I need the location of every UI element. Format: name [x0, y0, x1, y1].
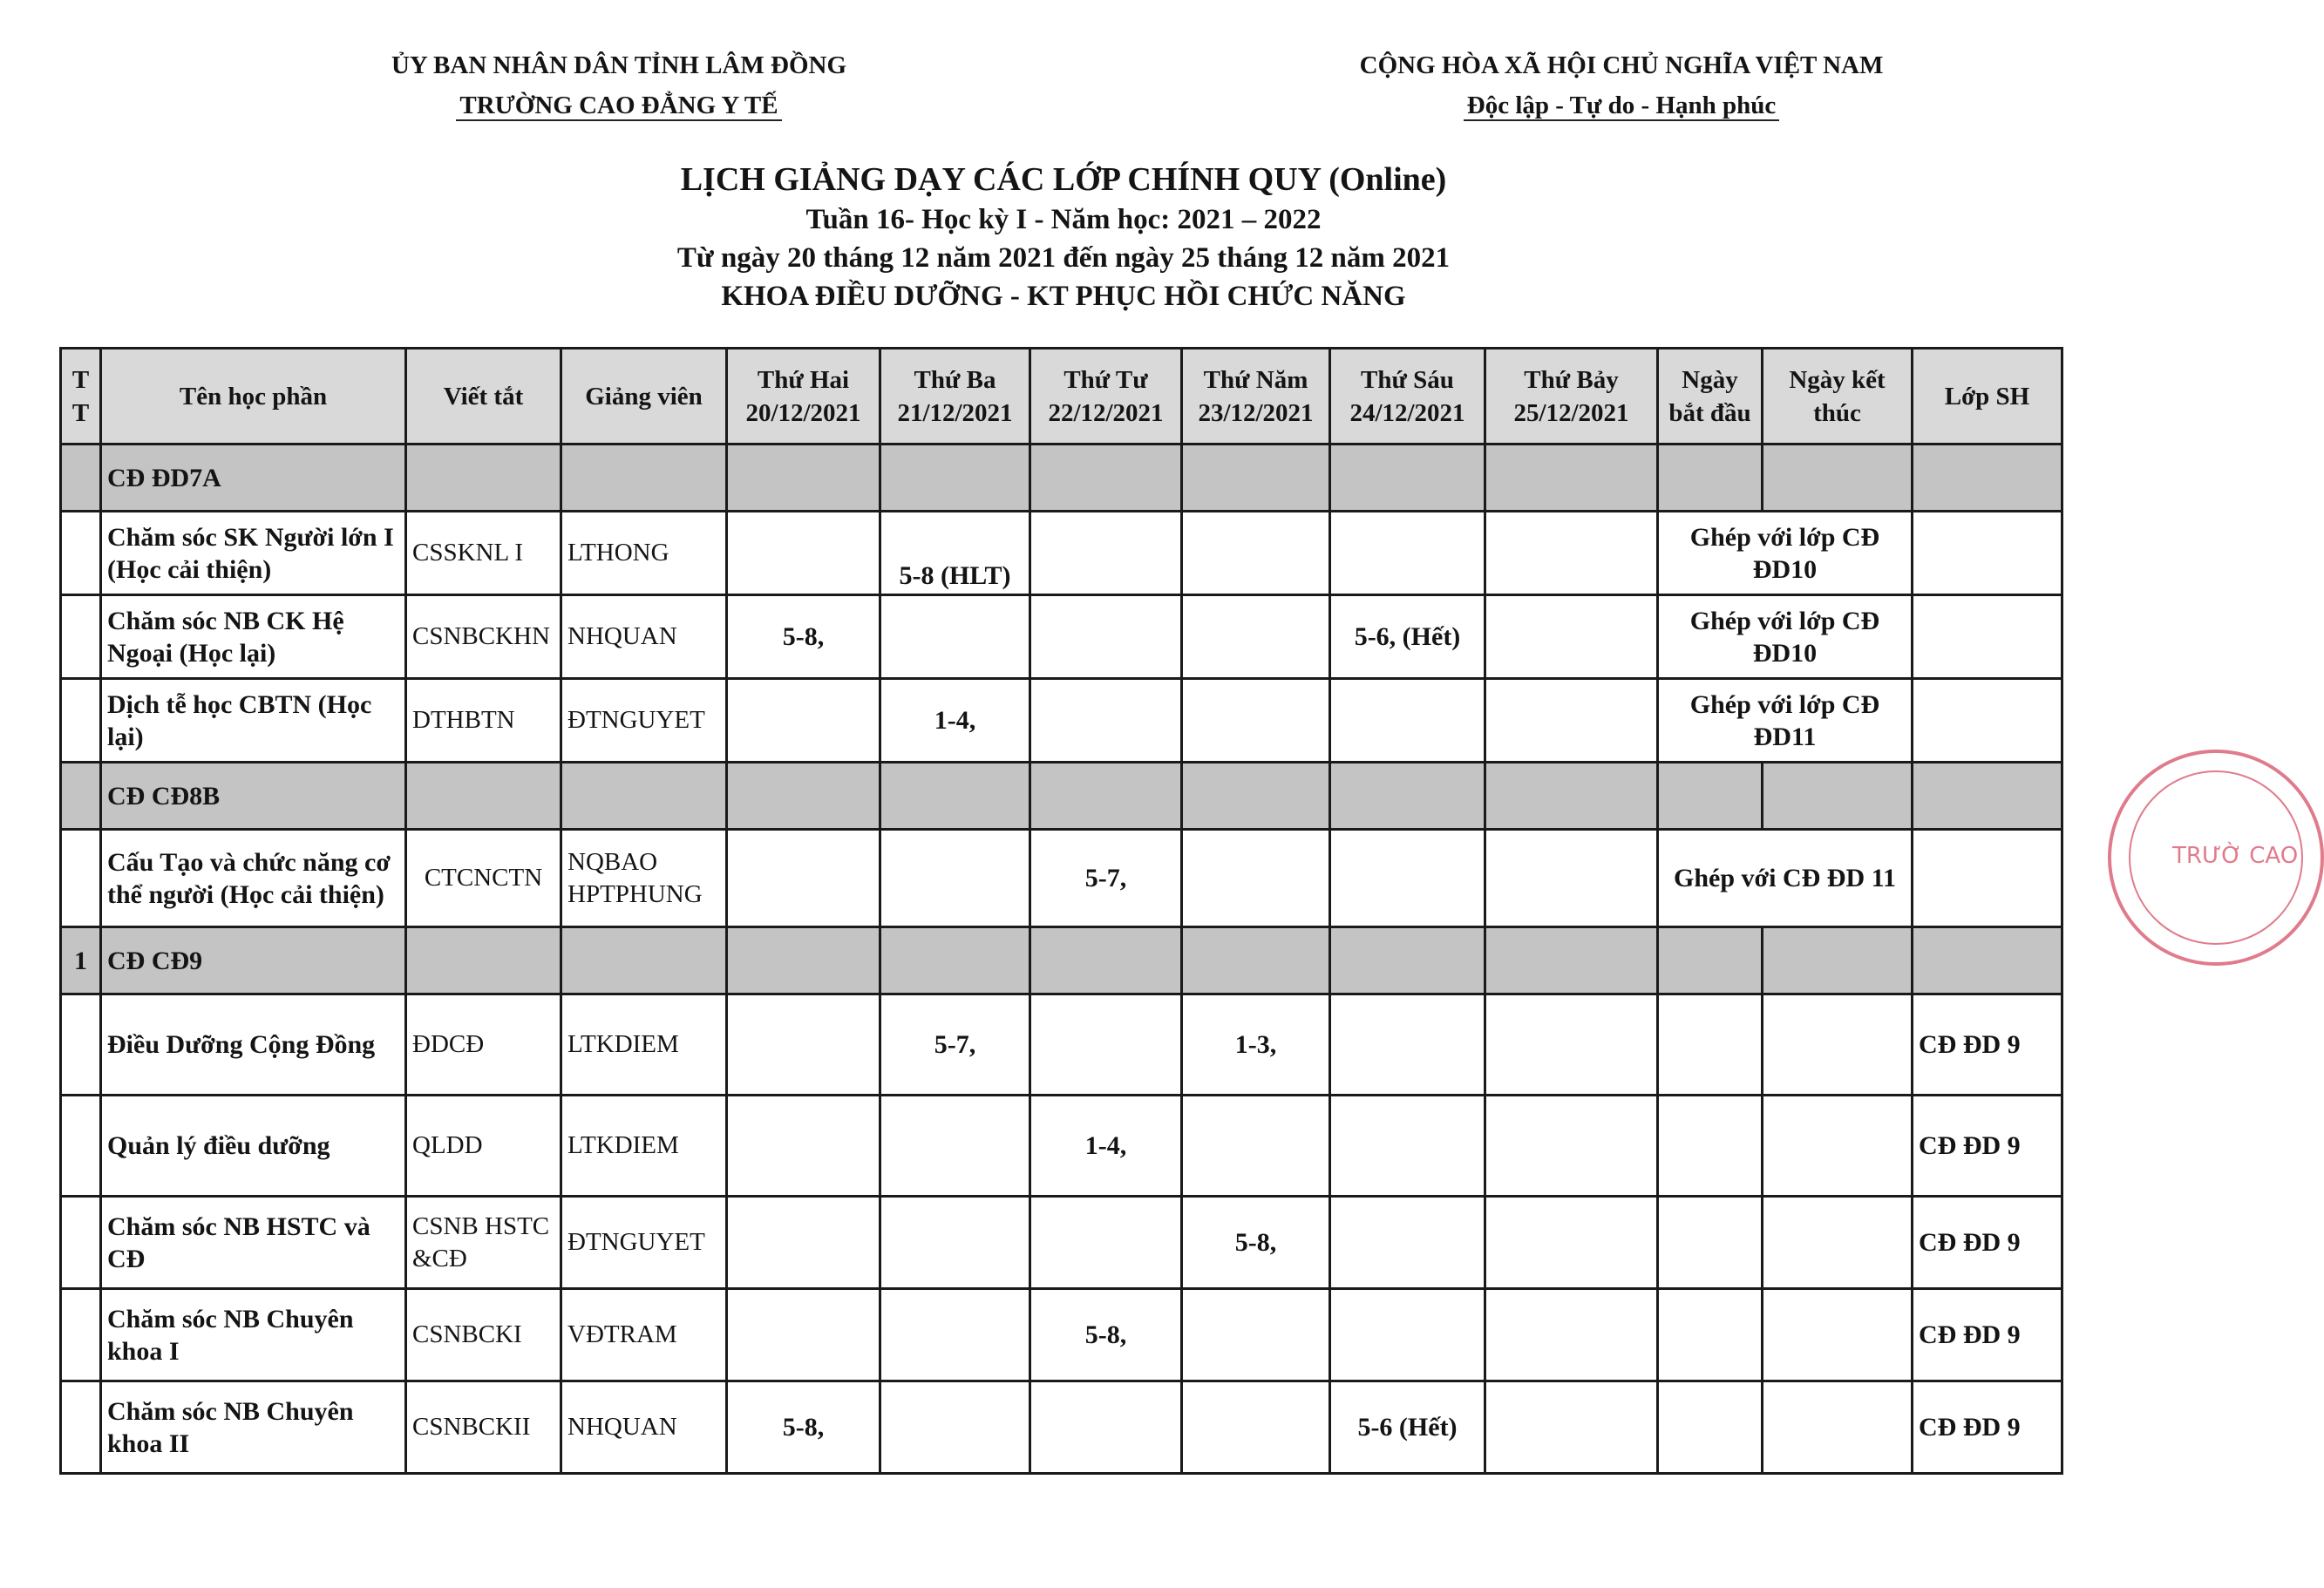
saturday-cell	[1485, 830, 1658, 927]
friday-cell	[1330, 830, 1485, 927]
thursday-cell	[1182, 1096, 1330, 1197]
col-lecturer: Giảng viên	[561, 349, 727, 445]
table-row	[61, 1381, 2062, 1474]
end-cell	[1763, 1197, 1913, 1289]
date-label: 24/12/2021	[1349, 398, 1465, 427]
tuesday-cell	[880, 1096, 1030, 1197]
group-tt	[61, 445, 101, 512]
monday-cell	[727, 830, 880, 927]
day-label: Thứ Năm	[1203, 365, 1308, 394]
thursday-cell	[1182, 512, 1330, 595]
lecturer-cell: NHQUAN	[561, 595, 727, 679]
monday-cell	[727, 679, 880, 763]
friday-cell: 5-6, (Hết)	[1330, 595, 1485, 679]
friday-cell	[1330, 1096, 1485, 1197]
abbr-cell: CSSKNL I	[406, 512, 561, 595]
wednesday-cell: 1-4,	[1030, 1096, 1182, 1197]
col-subject: Tên học phần	[101, 349, 406, 445]
col-tuesday	[880, 349, 1030, 445]
col-start-date: Ngày bắt đầu	[1658, 349, 1763, 445]
lecturer-cell: NQBAO HPTPHUNG	[561, 830, 727, 927]
lecturer-cell: ĐTNGUYET	[561, 1197, 727, 1289]
subject-cell: Chăm sóc NB Chuyên khoa II	[101, 1381, 406, 1474]
tuesday-cell	[880, 595, 1030, 679]
day-label: Thứ Bảy	[1524, 365, 1619, 394]
thursday-cell	[1182, 595, 1330, 679]
issuer-block	[331, 45, 907, 126]
wednesday-cell: 5-8,	[1030, 1289, 1182, 1381]
class-cell	[1913, 830, 2062, 927]
lecturer-cell: LTKDIEM	[561, 1096, 727, 1197]
group-row	[61, 927, 2062, 994]
end-cell	[1763, 994, 1913, 1096]
col-class: Lớp SH	[1913, 349, 2062, 445]
wednesday-cell	[1030, 1197, 1182, 1289]
schedule-table	[59, 347, 2063, 1475]
col-friday	[1330, 349, 1485, 445]
saturday-cell	[1485, 679, 1658, 763]
col-end-date: Ngày kết thúc	[1763, 349, 1913, 445]
group-row	[61, 763, 2062, 830]
friday-cell	[1330, 512, 1485, 595]
national-motto-block	[1308, 45, 1935, 126]
note-cell: Ghép với lớp CĐ ĐD10	[1658, 512, 1913, 595]
monday-cell	[727, 994, 880, 1096]
seal-text: TRƯỜ CAO	[2172, 843, 2299, 869]
thursday-cell	[1182, 1289, 1330, 1381]
abbr-cell: ĐDCĐ	[406, 994, 561, 1096]
wednesday-cell	[1030, 1381, 1182, 1474]
header-row	[61, 349, 2062, 445]
abbr-cell: CSNBCKII	[406, 1381, 561, 1474]
group-name: CĐ CĐ8B	[101, 763, 406, 830]
tuesday-cell: 5-8 (HLT)	[880, 512, 1030, 595]
table-row	[61, 1096, 2062, 1197]
abbr-cell: CSNBCKHN	[406, 595, 561, 679]
group-row	[61, 445, 2062, 512]
table-row	[61, 512, 2062, 595]
week-line: Tuần 16- Học kỳ I - Năm học: 2021 – 2022	[805, 204, 1322, 235]
start-cell	[1658, 1197, 1763, 1289]
subject-cell: Chăm sóc NB HSTC và CĐ	[101, 1197, 406, 1289]
issuer-line-2: TRƯỜNG CAO ĐẲNG Y TẾ	[456, 92, 781, 121]
friday-cell	[1330, 1289, 1485, 1381]
abbr-cell: QLDD	[406, 1096, 561, 1197]
day-label: Thứ Hai	[757, 365, 850, 394]
note-cell: Ghép với lớp CĐ ĐD10	[1658, 595, 1913, 679]
abbr-cell: CSNB HSTC &CĐ	[406, 1197, 561, 1289]
tuesday-cell	[880, 830, 1030, 927]
friday-cell	[1330, 994, 1485, 1096]
saturday-cell	[1485, 595, 1658, 679]
monday-cell: 5-8,	[727, 595, 880, 679]
thursday-cell: 5-8,	[1182, 1197, 1330, 1289]
subject-cell: Chăm sóc NB CK Hệ Ngoại (Học lại)	[101, 595, 406, 679]
tuesday-cell: 1-4,	[880, 679, 1030, 763]
end-cell	[1763, 1096, 1913, 1197]
lecturer-cell: LTKDIEM	[561, 994, 727, 1096]
table-row	[61, 595, 2062, 679]
col-wednesday	[1030, 349, 1182, 445]
subject-cell: Quản lý điều dưỡng	[101, 1096, 406, 1197]
class-cell	[1913, 512, 2062, 595]
saturday-cell	[1485, 1289, 1658, 1381]
table-row	[61, 1289, 2062, 1381]
lecturer-cell: ĐTNGUYET	[561, 679, 727, 763]
thursday-cell	[1182, 679, 1330, 763]
table-row	[61, 679, 2062, 763]
abbr-cell: CSNBCKI	[406, 1289, 561, 1381]
group-tt: 1	[61, 927, 101, 994]
date-label: 22/12/2021	[1048, 398, 1164, 427]
end-cell	[1763, 1381, 1913, 1474]
thursday-cell	[1182, 830, 1330, 927]
class-cell: CĐ ĐD 9	[1913, 1096, 2062, 1197]
class-cell: CĐ ĐD 9	[1913, 1381, 2062, 1474]
start-cell	[1658, 1289, 1763, 1381]
col-abbr: Viết tắt	[406, 349, 561, 445]
wednesday-cell	[1030, 512, 1182, 595]
tuesday-cell	[880, 1381, 1030, 1474]
note-cell: Ghép với lớp CĐ ĐD11	[1658, 679, 1913, 763]
lecturer-cell: VĐTRAM	[561, 1289, 727, 1381]
start-cell	[1658, 1096, 1763, 1197]
saturday-cell	[1485, 512, 1658, 595]
start-cell	[1658, 1381, 1763, 1474]
tuesday-cell	[880, 1197, 1030, 1289]
class-cell	[1913, 679, 2062, 763]
lecturer-cell: NHQUAN	[561, 1381, 727, 1474]
group-tt	[61, 763, 101, 830]
tuesday-cell	[880, 1289, 1030, 1381]
group-name: CĐ ĐD7A	[101, 445, 406, 512]
subject-cell: Điều Dưỡng Cộng Đồng	[101, 994, 406, 1096]
monday-cell: 5-8,	[727, 1381, 880, 1474]
motto-line-1: CỘNG HÒA XÃ HỘI CHỦ NGHĨA VIỆT NAM	[1359, 51, 1884, 79]
subject-cell: Dịch tễ học CBTN (Học lại)	[101, 679, 406, 763]
date-label: 25/12/2021	[1513, 398, 1629, 427]
subject-cell: Chăm sóc SK Người lớn I (Học cải thiện)	[101, 512, 406, 595]
subject-cell: Cấu Tạo và chức năng cơ thể người (Học cải thiện)	[101, 830, 406, 927]
group-name: CĐ CĐ9	[101, 927, 406, 994]
date-label: 20/12/2021	[745, 398, 861, 427]
wednesday-cell: 5-7,	[1030, 830, 1182, 927]
col-saturday	[1485, 349, 1658, 445]
saturday-cell	[1485, 1197, 1658, 1289]
thursday-cell: 1-3,	[1182, 994, 1330, 1096]
saturday-cell	[1485, 1381, 1658, 1474]
class-cell	[1913, 595, 2062, 679]
wednesday-cell	[1030, 994, 1182, 1096]
col-thursday	[1182, 349, 1330, 445]
class-cell: CĐ ĐD 9	[1913, 994, 2062, 1096]
monday-cell	[727, 512, 880, 595]
day-label: Thứ Ba	[914, 365, 996, 394]
monday-cell	[727, 1197, 880, 1289]
col-tt: T T	[61, 349, 101, 445]
thursday-cell	[1182, 1381, 1330, 1474]
table-row	[61, 1197, 2062, 1289]
official-seal-stamp	[2108, 750, 2324, 966]
issuer-line-1: ỦY BAN NHÂN DÂN TỈNH LÂM ĐỒNG	[391, 51, 846, 79]
day-label: Thứ Sáu	[1361, 365, 1454, 394]
table-row	[61, 994, 2062, 1096]
monday-cell	[727, 1289, 880, 1381]
abbr-cell: CTCNCTN	[406, 830, 561, 927]
wednesday-cell	[1030, 679, 1182, 763]
col-monday	[727, 349, 880, 445]
lecturer-cell: LTHONG	[561, 512, 727, 595]
friday-cell	[1330, 679, 1485, 763]
document-title: LỊCH GIẢNG DẠY CÁC LỚP CHÍNH QUY (Online)	[680, 161, 1447, 198]
document-title-block	[453, 159, 1674, 316]
class-cell: CĐ ĐD 9	[1913, 1289, 2062, 1381]
tuesday-cell: 5-7,	[880, 994, 1030, 1096]
saturday-cell	[1485, 1096, 1658, 1197]
date-label: 21/12/2021	[897, 398, 1013, 427]
note-cell: Ghép với CĐ ĐD 11	[1658, 830, 1913, 927]
faculty-line: KHOA ĐIỀU DƯỠNG - KT PHỤC HỒI CHỨC NĂNG	[721, 281, 1406, 312]
date-range-line: Từ ngày 20 tháng 12 năm 2021 đến ngày 25 tháng 12 năm 2021	[676, 242, 1451, 274]
abbr-cell: DTHBTN	[406, 679, 561, 763]
table-row	[61, 830, 2062, 927]
end-cell	[1763, 1289, 1913, 1381]
motto-line-2: Độc lập - Tự do - Hạnh phúc	[1464, 92, 1780, 121]
subject-cell: Chăm sóc NB Chuyên khoa I	[101, 1289, 406, 1381]
saturday-cell	[1485, 994, 1658, 1096]
friday-cell	[1330, 1197, 1485, 1289]
monday-cell	[727, 1096, 880, 1197]
start-cell	[1658, 994, 1763, 1096]
friday-cell: 5-6 (Hết)	[1330, 1381, 1485, 1474]
date-label: 23/12/2021	[1198, 398, 1314, 427]
class-cell: CĐ ĐD 9	[1913, 1197, 2062, 1289]
wednesday-cell	[1030, 595, 1182, 679]
day-label: Thứ Tư	[1063, 365, 1148, 394]
